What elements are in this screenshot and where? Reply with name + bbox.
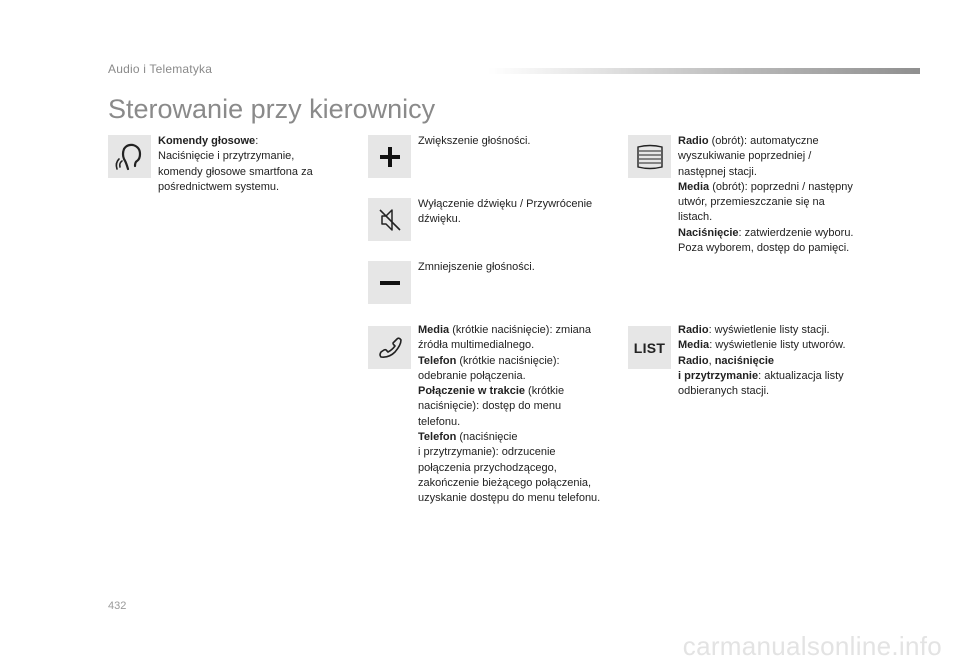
text-line: Poza wyborem, dostęp do pamięci.: [678, 242, 850, 255]
label-radio: Radio: [678, 324, 709, 336]
text-fragment: : wyświetlenie listy stacji.: [708, 324, 830, 336]
label-press: naciśnięcie: [714, 354, 775, 367]
text-line: pośrednictwem systemu.: [158, 180, 280, 193]
list-description: [678, 323, 888, 399]
header-gradient-bar: [488, 68, 920, 74]
volume-up-description: [418, 134, 618, 149]
text-fragment: (obrót): automatyczne: [708, 135, 819, 147]
text-line: zakończenie bieżącego połączenia,: [418, 476, 592, 489]
thumbwheel-icon: [628, 135, 671, 178]
list-icon: [628, 326, 671, 369]
text-line: połączenia przychodzącego,: [418, 461, 557, 474]
voice-command-icon: [108, 135, 151, 178]
text-line: naciśnięcie): dostęp do menu: [418, 400, 562, 413]
text-line: źródła multimedialnego.: [418, 339, 535, 352]
thumbwheel-description: [678, 134, 888, 256]
text-line: i przytrzymanie): odrzucenie: [418, 446, 556, 459]
text-fragment: : wyświetlenie listy utworów.: [709, 339, 846, 352]
text-line: uzyskanie dostępu do menu telefonu.: [418, 492, 601, 505]
text-fragment: : aktualizacja listy: [758, 369, 844, 382]
label-telefon: Telefon: [418, 354, 457, 367]
section-label: Audio i Telematyka: [108, 62, 213, 76]
text-line: następnej stacji.: [678, 165, 757, 178]
voice-command-description: [158, 134, 358, 195]
page-title: Sterowanie przy kierownicy: [108, 94, 436, 124]
phone-description: [418, 323, 618, 507]
label-media: Media: [678, 180, 710, 193]
text-line: Naciśnięcie i przytrzymanie,: [158, 150, 295, 163]
phone-icon: [368, 326, 411, 369]
text-fragment: (obrót): poprzedni / następny: [709, 180, 853, 193]
mute-description: [418, 197, 618, 228]
text-fragment: ,: [708, 354, 715, 367]
label-hold: i przytrzymanie: [678, 369, 759, 382]
text-line: telefonu.: [418, 415, 461, 428]
voice-command-colon: :: [255, 135, 259, 147]
text-line: Zwiększenie głośności.: [418, 135, 531, 147]
text-line: odebranie połączenia.: [418, 369, 526, 382]
mute-icon: [368, 198, 411, 241]
text-line: komendy głosowe smartfona za: [158, 165, 313, 178]
voice-command-title: Komendy głosowe: [158, 135, 256, 147]
list-icon-label: LIST: [633, 339, 666, 356]
text-line: dźwięku.: [418, 213, 461, 226]
label-media: Media: [418, 324, 450, 336]
volume-down-description: [418, 260, 618, 275]
text-line: utwór, przemieszczanie się na: [678, 196, 825, 209]
text-line: Wyłączenie dźwięku / Przywrócenie: [418, 198, 593, 210]
label-telefon: Telefon: [418, 431, 457, 444]
page-number: 432: [108, 600, 127, 612]
text-fragment: (krótkie naciśnięcie):: [456, 354, 560, 367]
text-fragment: : zatwierdzenie wyboru.: [738, 226, 854, 239]
text-fragment: (naciśnięcie: [456, 431, 518, 444]
text-line: wyszukiwanie poprzedniej /: [678, 150, 812, 163]
minus-icon: [368, 261, 411, 304]
text-line: listach.: [678, 211, 713, 224]
label-call-in-progress: Połączenie w trakcie: [418, 385, 525, 398]
text-fragment: (krótkie: [525, 385, 565, 398]
label-radio: Radio: [678, 135, 709, 147]
text-line: odbieranych stacji.: [678, 385, 770, 398]
plus-icon: [368, 135, 411, 178]
text-line: Zmniejszenie głośności.: [418, 261, 535, 273]
label-press: Naciśnięcie: [678, 226, 739, 239]
watermark: carmanualsonline.info: [682, 631, 942, 661]
label-radio: Radio: [678, 354, 709, 367]
text-fragment: (krótkie naciśnięcie): zmiana: [449, 324, 592, 336]
label-media: Media: [678, 339, 710, 352]
